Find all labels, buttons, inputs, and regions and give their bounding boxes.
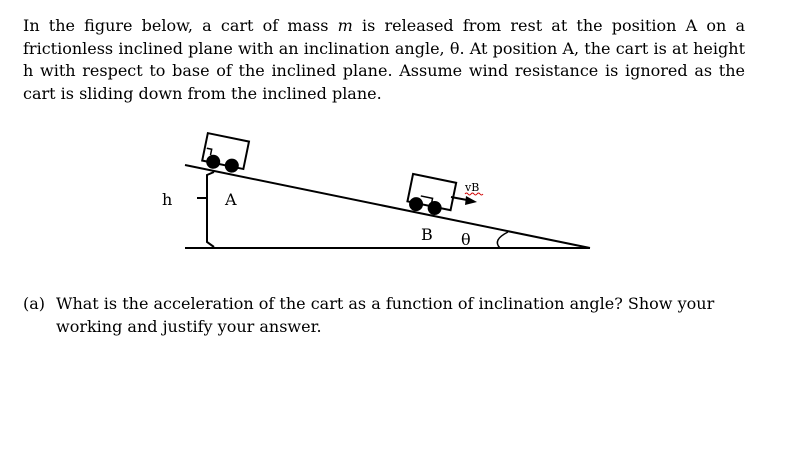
height-bracket (197, 172, 214, 247)
velocity-arrowhead (465, 196, 477, 205)
question-marker: (a) (23, 294, 46, 313)
intro-text-start: In the figure below, a cart of mass (23, 16, 338, 35)
incline-line (185, 165, 590, 248)
label-a: A (225, 190, 237, 209)
mass-symbol: m (337, 16, 353, 35)
velocity-label-underline (465, 193, 483, 195)
angle-arc (497, 232, 508, 248)
label-h: h (162, 190, 173, 209)
label-velocity: vB (465, 181, 480, 194)
label-theta: θ (461, 230, 471, 249)
intro-text-end: is released from rest at the position A on a frictionless inclined plane with an inclination angle, θ. At position A, the cart is at height h with respect to base of the inclined plane. Assume wind resistance is ignored as the cart is sliding down from the inclined plane. (23, 16, 746, 103)
label-b: B (421, 225, 433, 244)
cart-at-a (201, 133, 249, 175)
question-text: What is the acceleration of the cart as a function of inclination angle? Show your working and justify your answer. (56, 294, 715, 336)
